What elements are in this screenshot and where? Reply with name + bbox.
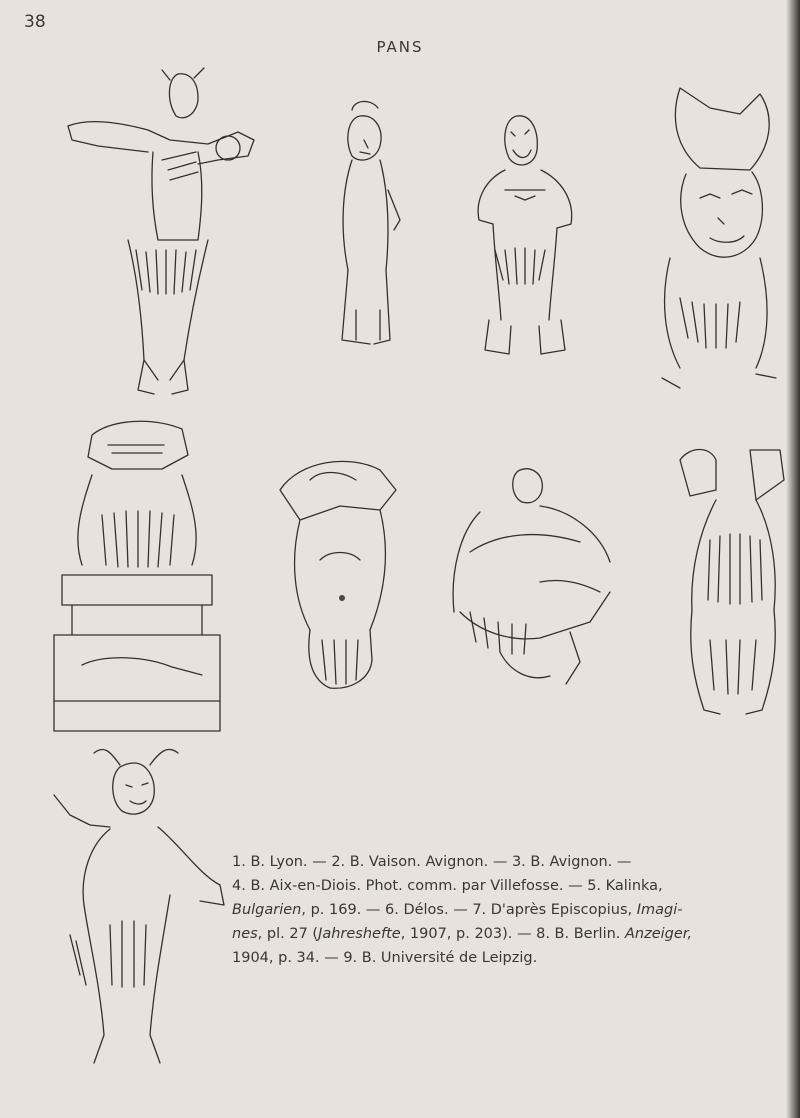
caption-line-5: 1904, p. 34. — 9. B. Université de Leipzig. bbox=[232, 950, 538, 966]
figure-2-statuette bbox=[330, 100, 410, 355]
figure-4-statuette bbox=[640, 78, 790, 398]
figure-9-statuette bbox=[50, 745, 230, 1070]
caption-line-3 bbox=[232, 898, 782, 922]
page-edge-shadow bbox=[786, 0, 800, 1118]
figure-6-statuette bbox=[260, 450, 405, 695]
figure-8-statuette bbox=[660, 440, 795, 725]
caption-line-4-text-a: , pl. 27 ( bbox=[257, 926, 319, 942]
figure-5-statuette bbox=[52, 405, 222, 740]
figure-1-statuette bbox=[58, 60, 273, 400]
figure-caption bbox=[232, 850, 782, 970]
caption-line-3-text: , p. 169. — 6. Délos. — 7. D'après Episcopius, bbox=[301, 902, 637, 918]
caption-ref-anzeiger: Anzeiger, bbox=[625, 926, 693, 942]
page-number: 38 bbox=[24, 12, 46, 32]
running-head: PANS bbox=[376, 38, 424, 56]
caption-line-4 bbox=[232, 922, 782, 946]
caption-line-2: 4. B. Aix-en-Diois. Phot. comm. par Villefosse. — 5. Kalinka, bbox=[232, 878, 663, 894]
figure-7-statuette bbox=[440, 462, 620, 692]
caption-ref-imagines-end: nes bbox=[232, 926, 258, 942]
figure-3-statuette bbox=[465, 100, 590, 360]
caption-line-4-text-b: , 1907, p. 203). — 8. B. Berlin. bbox=[400, 926, 626, 942]
caption-line-1: 1. B. Lyon. — 2. B. Vaison. Avignon. — 3. B. Avignon. — bbox=[232, 854, 632, 870]
caption-ref-bulgarien: Bulgarien bbox=[232, 902, 302, 918]
caption-ref-imagines-start: Imagi- bbox=[636, 902, 683, 918]
caption-ref-jahreshefte: Jahreshefte bbox=[318, 926, 401, 942]
